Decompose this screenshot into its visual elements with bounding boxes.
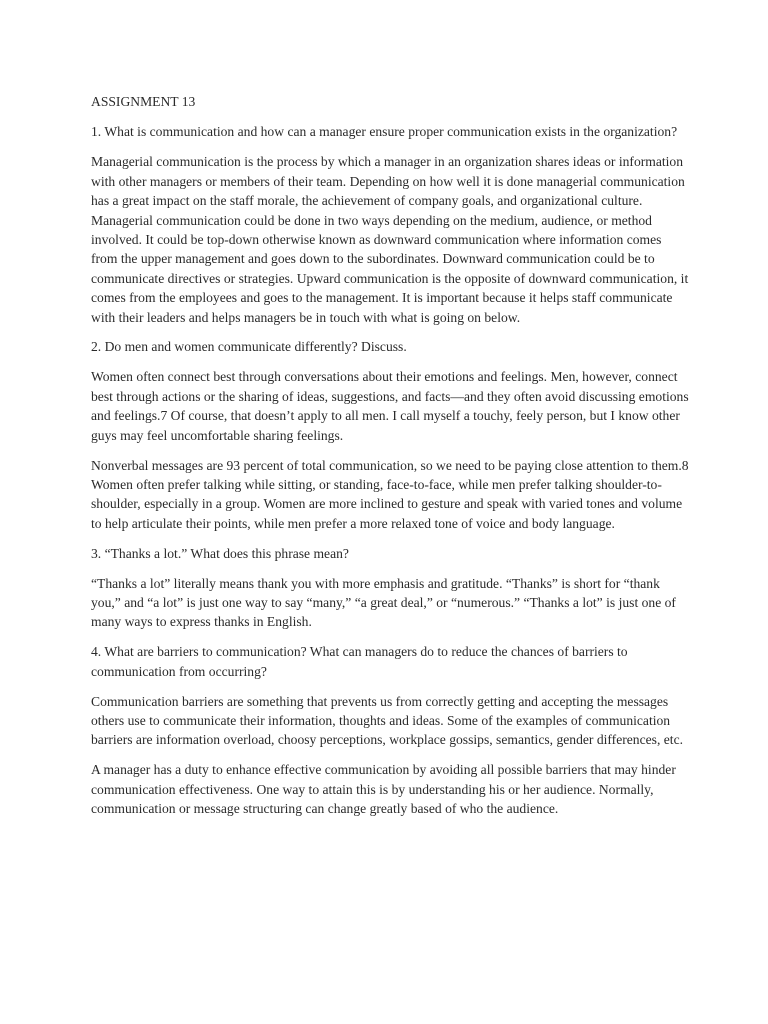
question-2: 2. Do men and women communicate differently? Discuss. bbox=[91, 339, 407, 355]
answer-3-paragraph: “Thanks a lot” literally means thank you with more emphasis and gratitude. “Thanks” is short for “thank you,” and “a lot” is just one way to say “many,” “a great deal,” or “numerous.” “Thanks a lot” is just one of many ways to express thanks in English. bbox=[91, 575, 676, 630]
question-1: 1. What is communication and how can a manager ensure proper communication exists in the organization? bbox=[91, 124, 678, 140]
answer-2-paragraph-2: Nonverbal messages are 93 percent of total communication, so we need to be paying close attention to them.8 Women often prefer talking while sitting, or standing, face-to-face, while men prefer talking shoulder-to-shoulder, especially in a group. Women are more inclined to gesture and speak with varied tones and volume to help articulate their points, while men prefer a more relaxed tone of voice and body language. bbox=[91, 457, 689, 531]
question-3: 3. “Thanks a lot.” What does this phrase mean? bbox=[91, 545, 349, 561]
answer-2-paragraph-1: Women often connect best through conversations about their emotions and feelings. Men, however, connect best through actions or the sharing of ideas, suggestions, and facts—and they often avoid discussing emotions and feelings.7 Of course, that doesn’t apply to all men. I call myself a touchy, feely person, but I know other guys may feel uncomfortable sharing feelings. bbox=[91, 369, 689, 443]
answer-4-paragraph-2: A manager has a duty to enhance effective communication by avoiding all possible barriers that may hinder communication effectiveness. One way to attain this is by understanding his or her audience. Normally, communication or message structuring can change greatly based of who the audience. bbox=[91, 762, 676, 817]
answer-4-paragraph-1: Communication barriers are something that prevents us from correctly getting and accepting the messages others use to communicate their information, thoughts and ideas. Some of the examples of communication barriers are information overload, choosy perceptions, workplace gossips, semantics, gender differences, etc. bbox=[91, 693, 683, 748]
question-4: 4. What are barriers to communication? What can managers do to reduce the chances of barriers to communication from occurring? bbox=[91, 644, 628, 679]
document-body bbox=[91, 92, 689, 829]
document-title: ASSIGNMENT 13 bbox=[91, 94, 196, 109]
answer-1-paragraph: Managerial communication is the process by which a manager in an organization shares ideas or information with other managers or members of their team. Depending on how well it is done managerial communication has a great impact on the staff morale, the achievement of company goals, and organizational culture. Managerial communication could be done in two ways depending on the medium, audience, or method involved. It could be top-down otherwise known as downward communication where information comes from the upper management and goes down to the subordinates. Downward communication could be to communicate directives or strategies. Upward communication is the opposite of downward communication, it comes from the employees and goes to the management. It is important because it helps staff communicate with their leaders and helps managers be in touch with what is going on below. bbox=[91, 154, 689, 325]
